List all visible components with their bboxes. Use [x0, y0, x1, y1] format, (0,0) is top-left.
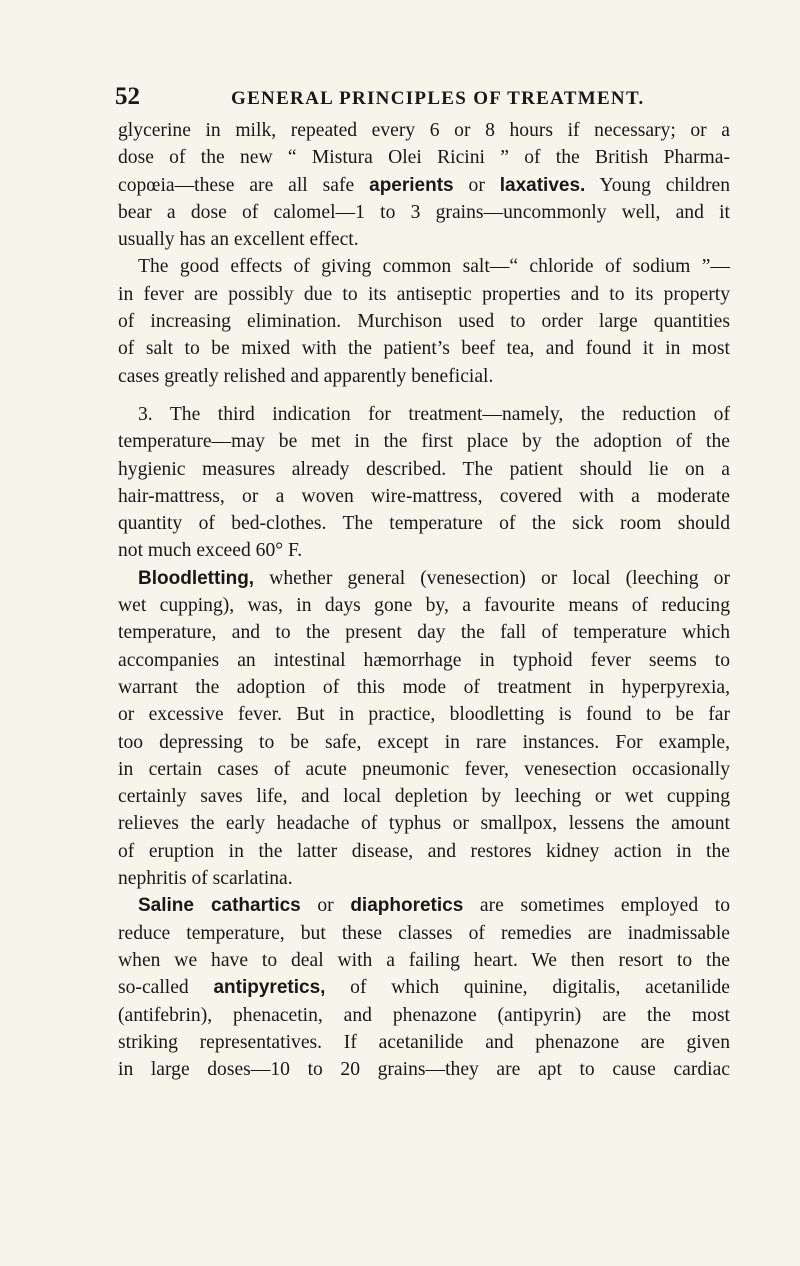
text-line: (antifebrin), phenacetin, and phenazone (antipyrin) are the most [118, 1004, 730, 1026]
running-head [115, 83, 715, 113]
keyword-saline-cathartics: Saline cathartics [138, 895, 301, 917]
text-line: reduce temperature, but these classes of remedies are inadmissable [118, 922, 730, 944]
paragraph [118, 253, 730, 389]
text-line: certainly saves life, and local depletion by leeching or wet cupping [118, 786, 730, 808]
text-line [118, 565, 730, 592]
text-line: in fever are possibly due to its antiseptic properties and to its property [118, 283, 730, 305]
keyword-antipyretics: antipyretics, [213, 977, 326, 999]
text-run: are sometimes employed to [463, 895, 730, 917]
paragraph [118, 565, 730, 893]
text-line [118, 892, 730, 919]
text-line: or excessive fever. But in practice, bloodletting is found to be far [118, 704, 730, 726]
text-line: in certain cases of acute pneumonic fever, venesection occasionally [118, 758, 730, 780]
keyword-diaphoretics: diaphoretics [350, 895, 464, 917]
text-line: too depressing to be safe, except in rare instances. For example, [118, 731, 730, 753]
text-line: glycerine in milk, repeated every 6 or 8 hours if necessary; or a [118, 120, 730, 141]
text-line: when we have to deal with a failing heart. We then resort to the [118, 949, 730, 971]
text-line: of eruption in the latter disease, and restores kidney action in the [118, 840, 730, 862]
text-line [118, 974, 730, 1001]
body-text [118, 117, 730, 1083]
text-run: or [453, 174, 500, 196]
text-line: warrant the adoption of this mode of treatment in hyperpyrexia, [118, 676, 730, 698]
text-run: of which quinine, digitalis, acetanilide [325, 977, 730, 999]
text-line: not much exceed 60° F. [118, 540, 303, 562]
text-line: wet cupping), was, in days gone by, a favourite means of reducing [118, 595, 730, 617]
text-line: of salt to be mixed with the patient’s beef tea, and found it in most [118, 338, 730, 360]
text-line: bear a dose of calomel—1 to 3 grains—uncommonly well, and it [118, 201, 730, 223]
text-line: 3. The third indication for treatment—namely, the reduction of [138, 403, 730, 425]
paragraph [118, 117, 730, 253]
text-run: copœia—these are all safe [118, 174, 370, 196]
text-line: cases greatly relished and apparently beneficial. [118, 365, 494, 387]
text-line: striking representatives. If acetanilide and phenazone are given [118, 1031, 730, 1053]
text-line: accompanies an intestinal hæmorrhage in typhoid fever seems to [118, 649, 730, 671]
text-run: or [300, 895, 351, 917]
keyword-laxatives: laxatives. [499, 174, 586, 196]
text-line: hair-mattress, or a woven wire-mattress, covered with a moderate [118, 485, 730, 507]
running-title: GENERAL PRINCIPLES OF TREATMENT. [231, 88, 645, 109]
paragraph [118, 892, 730, 1083]
paragraph [118, 401, 730, 565]
keyword-bloodletting: Bloodletting, [138, 567, 255, 589]
text-line: relieves the early headache of typhus or smallpox, lessens the amount [118, 813, 730, 835]
text-line: hygienic measures already described. The patient should lie on a [118, 458, 730, 480]
text-line: of increasing elimination. Murchison used to order large quantities [118, 311, 730, 333]
text-line: dose of the new “ Mistura Olei Ricini ” of the British Pharma- [118, 147, 730, 169]
text-run: Young children [585, 174, 730, 196]
text-line: The good effects of giving common salt—“ chloride of sodium ”— [138, 256, 730, 278]
text-line: nephritis of scarlatina. [118, 868, 293, 890]
page-number: 52 [115, 83, 140, 110]
text-line: usually has an excellent effect. [118, 229, 359, 251]
text-run: so-called [118, 977, 214, 999]
text-line: temperature, and to the present day the fall of temperature which [118, 622, 730, 644]
text-line: temperature—may be met in the first place by the adoption of the [118, 431, 730, 453]
text-run: whether general (venesection) or local (leeching or [254, 567, 730, 589]
text-line [118, 172, 730, 199]
keyword-aperients: aperients [369, 174, 454, 196]
text-line: quantity of bed-clothes. The temperature of the sick room should [118, 513, 730, 535]
text-line: in large doses—10 to 20 grains—they are apt to cause cardiac [118, 1059, 730, 1081]
